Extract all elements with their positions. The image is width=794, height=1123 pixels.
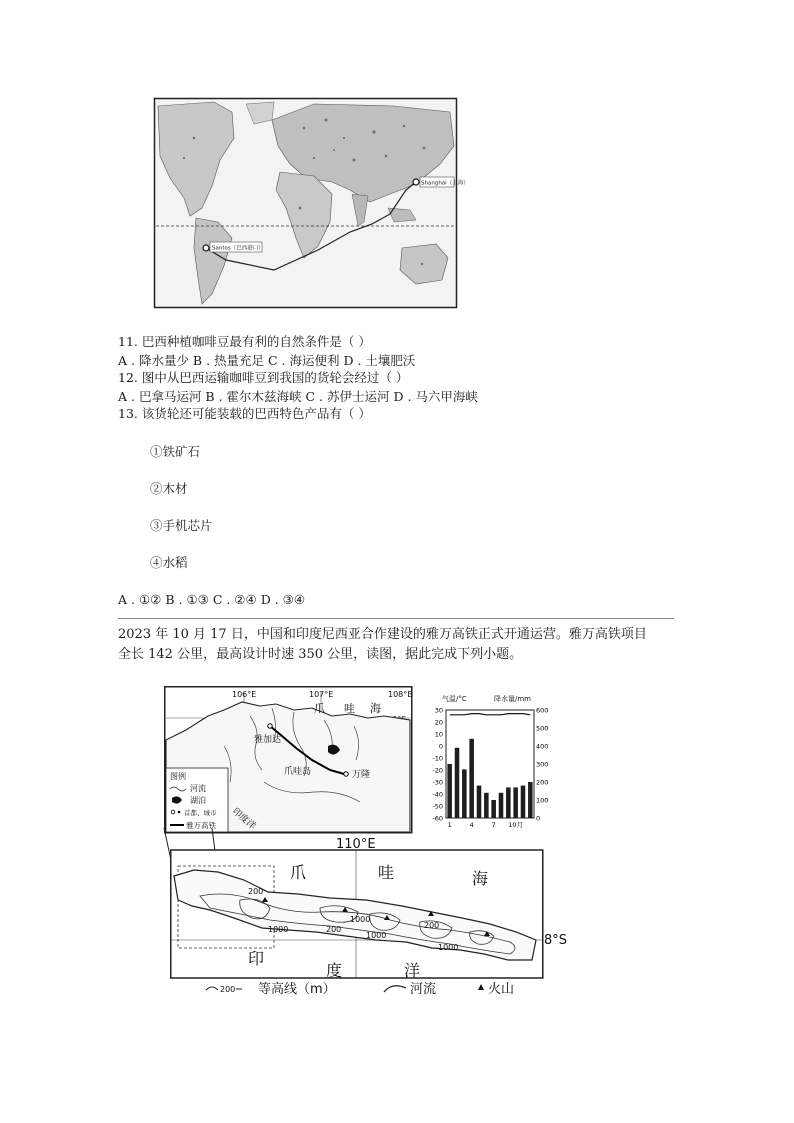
java-detail-map bbox=[164, 686, 414, 834]
month-tick-label: 10月 bbox=[508, 821, 524, 829]
lon-110: 110°E bbox=[336, 837, 376, 852]
big-sea-hai: 海 bbox=[472, 869, 489, 888]
left-tick-label: 20 bbox=[434, 718, 443, 727]
month-tick-label: 4 bbox=[469, 821, 474, 829]
precip-bar bbox=[491, 800, 496, 818]
legend-lake: 湖泊 bbox=[190, 796, 206, 805]
precip-bar bbox=[455, 748, 460, 818]
contour-1000-a: 1000 bbox=[268, 925, 289, 934]
right-tick-label: 300 bbox=[536, 760, 549, 769]
legend-city: 首都、城市 bbox=[184, 809, 217, 817]
question-13: 13. 该货轮还可能装载的巴西特色产品有（ ） bbox=[118, 406, 371, 421]
precip-bar bbox=[447, 764, 452, 818]
question-12-options: A . 巴拿马运河 B . 霍尔木兹海峡 C . 苏伊士运河 D . 马六甲海峡 bbox=[118, 389, 478, 404]
right-tick-label: 400 bbox=[536, 742, 549, 751]
java-main-svg bbox=[170, 836, 582, 997]
contour-200-b: 200 bbox=[326, 925, 342, 934]
contour-1000-b: 1000 bbox=[350, 915, 371, 924]
right-tick-label: 200 bbox=[536, 778, 549, 787]
china-port-marker bbox=[413, 179, 419, 185]
left-tick-label: 30 bbox=[434, 706, 443, 715]
java-main-map bbox=[170, 836, 582, 997]
climate-chart-svg bbox=[424, 692, 554, 832]
right-tick-label: 600 bbox=[536, 706, 549, 715]
precip-bar bbox=[484, 793, 489, 818]
month-tick-label: 7 bbox=[491, 821, 496, 829]
month-axis-ticks bbox=[448, 821, 523, 829]
java-island-label: 爪哇岛 bbox=[284, 767, 312, 777]
contour-1000-d: 1000 bbox=[366, 931, 387, 940]
precip-bar bbox=[506, 787, 511, 818]
left-tick-label: -30 bbox=[432, 778, 443, 787]
chart-title-precip: 降水量/mm bbox=[494, 695, 531, 703]
legend-contour: 等高线（m） bbox=[258, 982, 336, 997]
item-3: ③手机芯片 bbox=[150, 518, 213, 533]
detail-ocean-label: 印度洋 bbox=[230, 806, 258, 832]
item-4: ④水稻 bbox=[150, 555, 188, 570]
wanlong-marker bbox=[344, 772, 348, 776]
precip-bar bbox=[513, 787, 518, 818]
question-13-options: A . ①② B . ①③ C . ②④ D . ③④ bbox=[118, 592, 306, 607]
jakarta-label: 雅加达 bbox=[254, 735, 282, 745]
lon-107: 107°E bbox=[309, 690, 334, 699]
month-tick-label: 1 bbox=[447, 821, 452, 829]
right-tick-label: 0 bbox=[536, 814, 541, 823]
item-1: ①铁矿石 bbox=[150, 444, 201, 459]
lon-106: 106°E bbox=[232, 690, 257, 699]
passage-line-2: 全长 142 公里，最高设计时速 350 公里，读图，据此完成下列小题。 bbox=[118, 647, 523, 662]
left-tick-label: -20 bbox=[432, 766, 443, 775]
item-2: ②木材 bbox=[150, 481, 188, 496]
legend-city-symbol bbox=[171, 810, 175, 814]
wanlong-label: 万隆 bbox=[352, 770, 371, 780]
java-detail-svg bbox=[164, 686, 414, 834]
lat-8: 8°S bbox=[544, 933, 568, 948]
brazil-port-label: Santos（巴西港口） bbox=[212, 245, 264, 252]
legend-contour-value: 200 bbox=[220, 985, 236, 994]
legend-river2: 河流 bbox=[410, 982, 437, 997]
legend-city-dot bbox=[178, 811, 181, 814]
jakarta-marker bbox=[268, 724, 272, 728]
ocean-yang: 洋 bbox=[404, 961, 421, 980]
contour-1000-c: 1000 bbox=[438, 943, 459, 952]
section-divider bbox=[118, 618, 674, 619]
sea-wa: 哇 bbox=[344, 702, 355, 715]
question-12: 12. 图中从巴西运输咖啡豆到我国的货轮会经过（ ） bbox=[118, 370, 409, 385]
right-tick-label: 100 bbox=[536, 796, 549, 805]
left-tick-label: -50 bbox=[432, 802, 443, 811]
china-port-label: Shanghai（上海） bbox=[421, 180, 469, 187]
legend-rail: 雅万高铁 bbox=[186, 821, 216, 830]
left-tick-label: 10 bbox=[434, 730, 443, 739]
question-11-options: A . 降水量少 B . 热量充足 C . 海运便利 D . 土壤肥沃 bbox=[118, 353, 416, 368]
left-tick-label: 0 bbox=[438, 742, 443, 751]
left-tick-label: -10 bbox=[432, 754, 443, 763]
precip-bar bbox=[521, 786, 526, 818]
brazil-port-marker bbox=[203, 245, 209, 251]
legend-river: 河流 bbox=[190, 784, 206, 793]
precip-bar bbox=[462, 769, 467, 818]
legend-contour-symbol bbox=[206, 987, 218, 990]
contour-200-a: 200 bbox=[248, 887, 264, 896]
passage-line-1: 2023 年 10 月 17 日，中国和印度尼西亚合作建设的雅万高铁正式开通运营。雅万高铁项目 bbox=[118, 627, 647, 642]
world-map-svg bbox=[154, 98, 469, 308]
sea-zhua: 爪 bbox=[314, 702, 325, 715]
lon-108: 108°E bbox=[388, 690, 413, 699]
climate-chart bbox=[424, 692, 554, 832]
ocean-du: 度 bbox=[326, 961, 343, 980]
ocean-yin: 印 bbox=[248, 949, 265, 968]
question-11: 11. 巴西种植咖啡豆最有利的自然条件是（ ） bbox=[118, 334, 371, 349]
sea-hai: 海 bbox=[370, 702, 381, 715]
precip-bar bbox=[499, 793, 504, 818]
right-tick-label: 500 bbox=[536, 724, 549, 733]
legend-title: 图例 bbox=[170, 772, 186, 781]
world-shipping-map bbox=[154, 98, 469, 308]
legend-river2-symbol bbox=[384, 986, 406, 992]
big-sea-zhua: 爪 bbox=[290, 863, 307, 882]
legend-volcano: 火山 bbox=[488, 982, 515, 997]
left-axis-ticks bbox=[432, 707, 443, 823]
chart-title-temp: 气温/°C bbox=[442, 695, 467, 703]
left-tick-label: -60 bbox=[432, 814, 443, 823]
big-sea-wa: 哇 bbox=[378, 863, 395, 882]
right-axis-ticks bbox=[536, 707, 548, 823]
precip-bar bbox=[469, 739, 474, 818]
precip-bar bbox=[528, 782, 533, 818]
contour-200-c: 200 bbox=[424, 921, 440, 930]
left-tick-label: -40 bbox=[432, 790, 443, 799]
precip-bar bbox=[477, 786, 482, 818]
legend-volcano-symbol bbox=[478, 984, 484, 990]
